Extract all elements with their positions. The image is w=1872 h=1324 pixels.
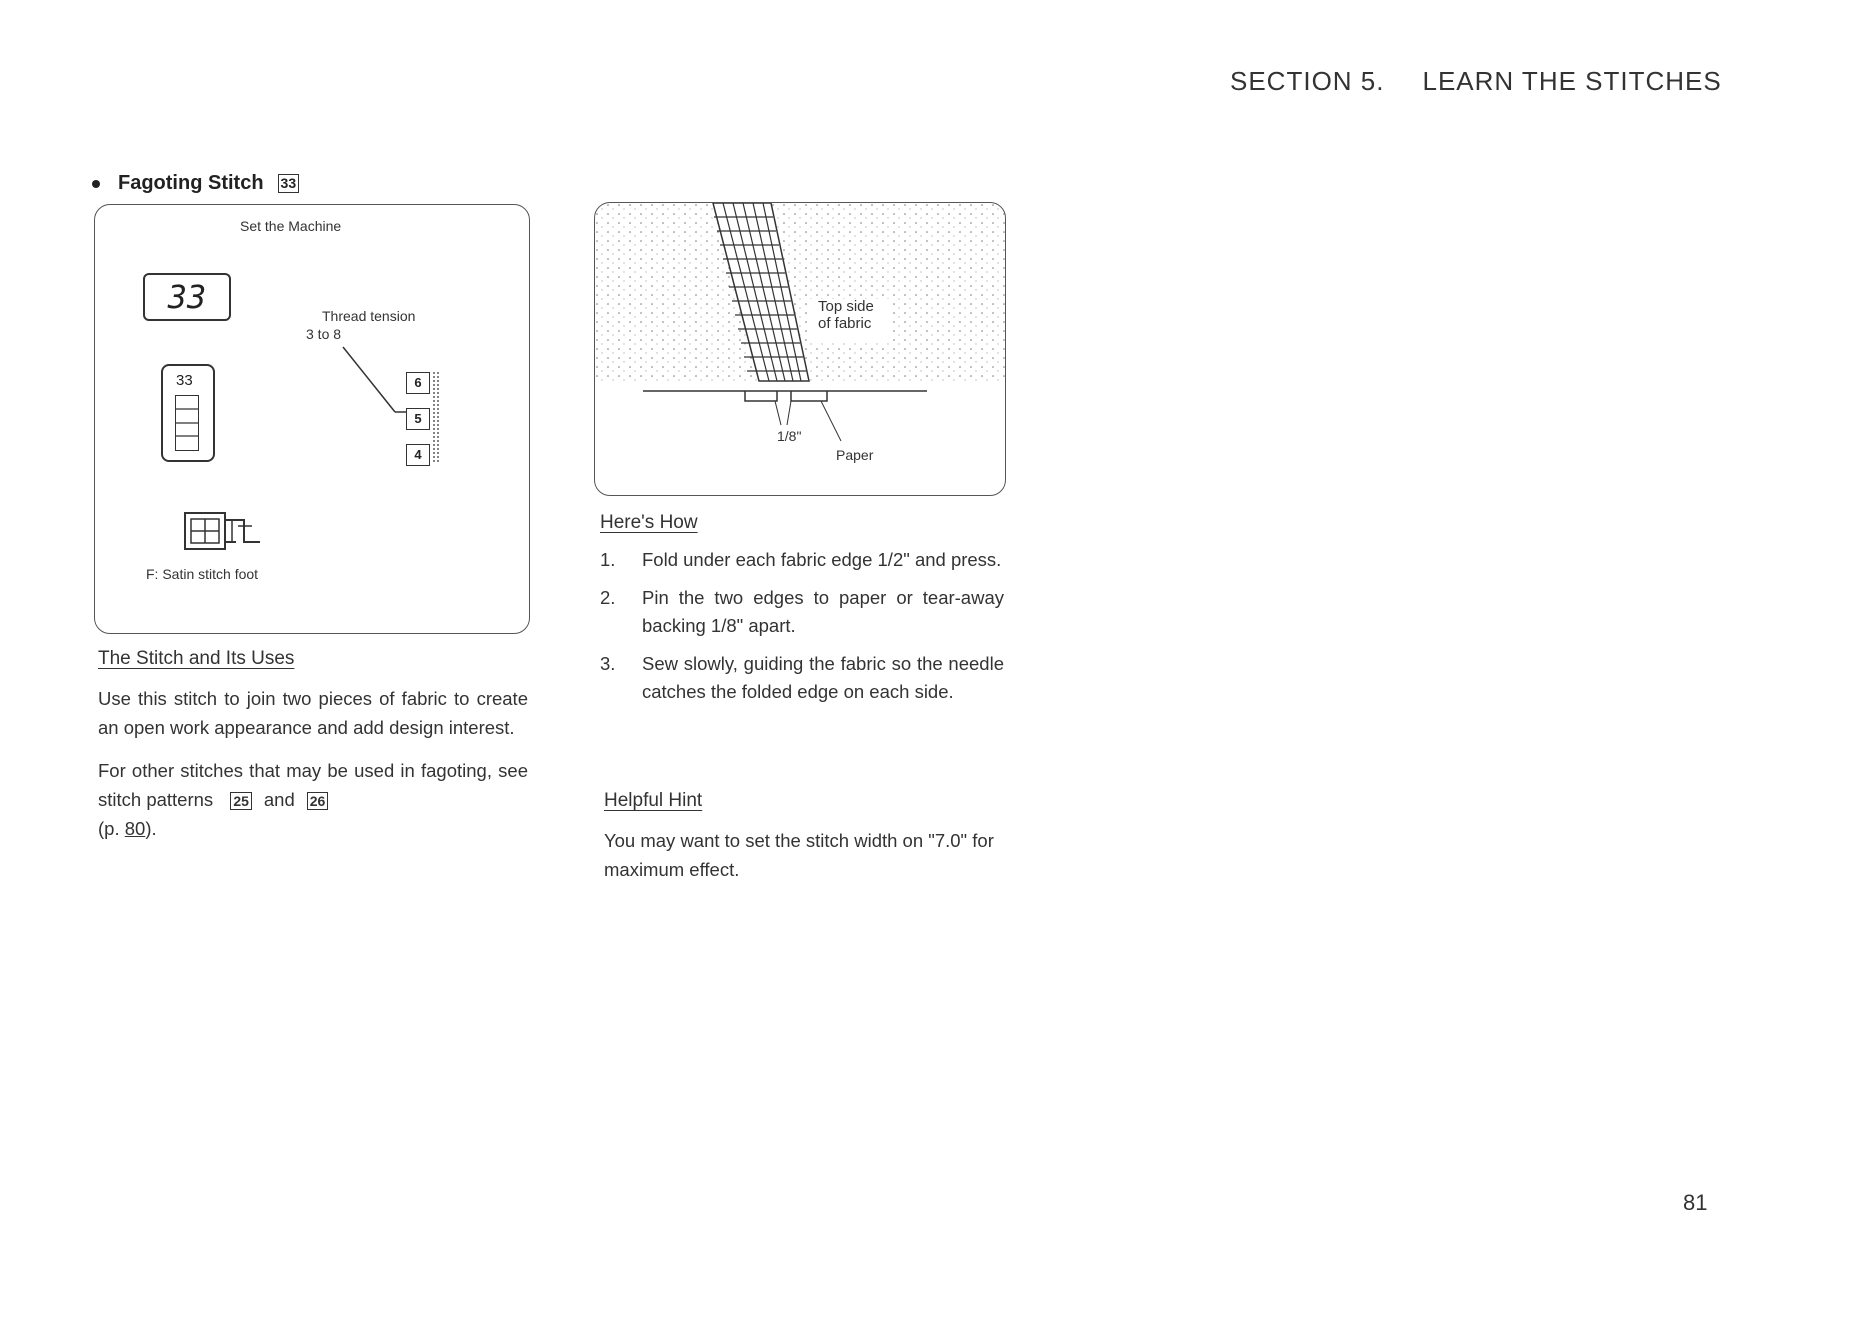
list-item: 2. Pin the two edges to paper or tear-away backing 1/8" apart. (600, 587, 1004, 636)
tension-dial (404, 370, 442, 466)
tension-setting-high: 6 (406, 372, 430, 394)
list-item: 3. Sew slowly, guiding the fabric so the needle catches the folded edge on each side. (600, 653, 1004, 702)
page-number: 81 (1683, 1190, 1708, 1215)
tension-value: 3 to 8 (306, 326, 342, 342)
hint-body: You may want to set the stitch width on "7.0" for maximum effect. (604, 830, 994, 880)
presser-foot-label: F: Satin stitch foot (146, 566, 259, 582)
stitch-dial-number: 33 (176, 372, 193, 389)
measure-label: 1/8" (777, 428, 802, 444)
uses-body (98, 684, 528, 857)
how-heading: Here's How (600, 512, 698, 533)
section-title: LEARN THE STITCHES (1422, 66, 1722, 96)
uses-paragraph-1: Use this stitch to join two pieces of fabric to create an open work appearance and add design interest. (98, 688, 528, 738)
dial-segments-icon (176, 396, 198, 450)
panel-title: Set the Machine (240, 218, 342, 234)
pattern-box-26: 26 (307, 792, 329, 810)
uses-heading: The Stitch and Its Uses (98, 648, 295, 669)
tension-label: Thread tension (322, 308, 416, 324)
stitch-subtitle (92, 172, 299, 195)
section-number: SECTION 5. (1230, 66, 1385, 96)
stitch-number-box: 33 (278, 174, 300, 193)
fabric-illustration-panel (594, 202, 1006, 496)
stitch-dial-window (175, 395, 199, 451)
fagoting-illustration (595, 203, 1005, 495)
list-item: 1. Fold under each fabric edge 1/2" and press. (600, 549, 1002, 570)
page-reference-link[interactable]: 80 (124, 818, 146, 839)
hint-heading: Helpful Hint (604, 790, 703, 811)
tension-setting-mid: 5 (406, 408, 430, 430)
lcd-display: 33 (143, 273, 231, 321)
tension-pointer-line (340, 344, 410, 424)
paper-label: Paper (836, 447, 874, 463)
stitch-name: Fagoting Stitch (118, 172, 264, 194)
how-steps-list (600, 546, 1004, 716)
pattern-box-25: 25 (230, 792, 252, 810)
section-header (1230, 66, 1722, 97)
fabric-label: Top side of fabric (818, 298, 874, 332)
tension-setting-low: 4 (406, 444, 430, 466)
uses-paragraph-2: For other stitches that may be used in fagoting, see stitch patterns 25 and 26 (p. 80). (98, 760, 528, 839)
presser-foot-icon (184, 512, 262, 550)
bullet-icon (92, 180, 100, 188)
